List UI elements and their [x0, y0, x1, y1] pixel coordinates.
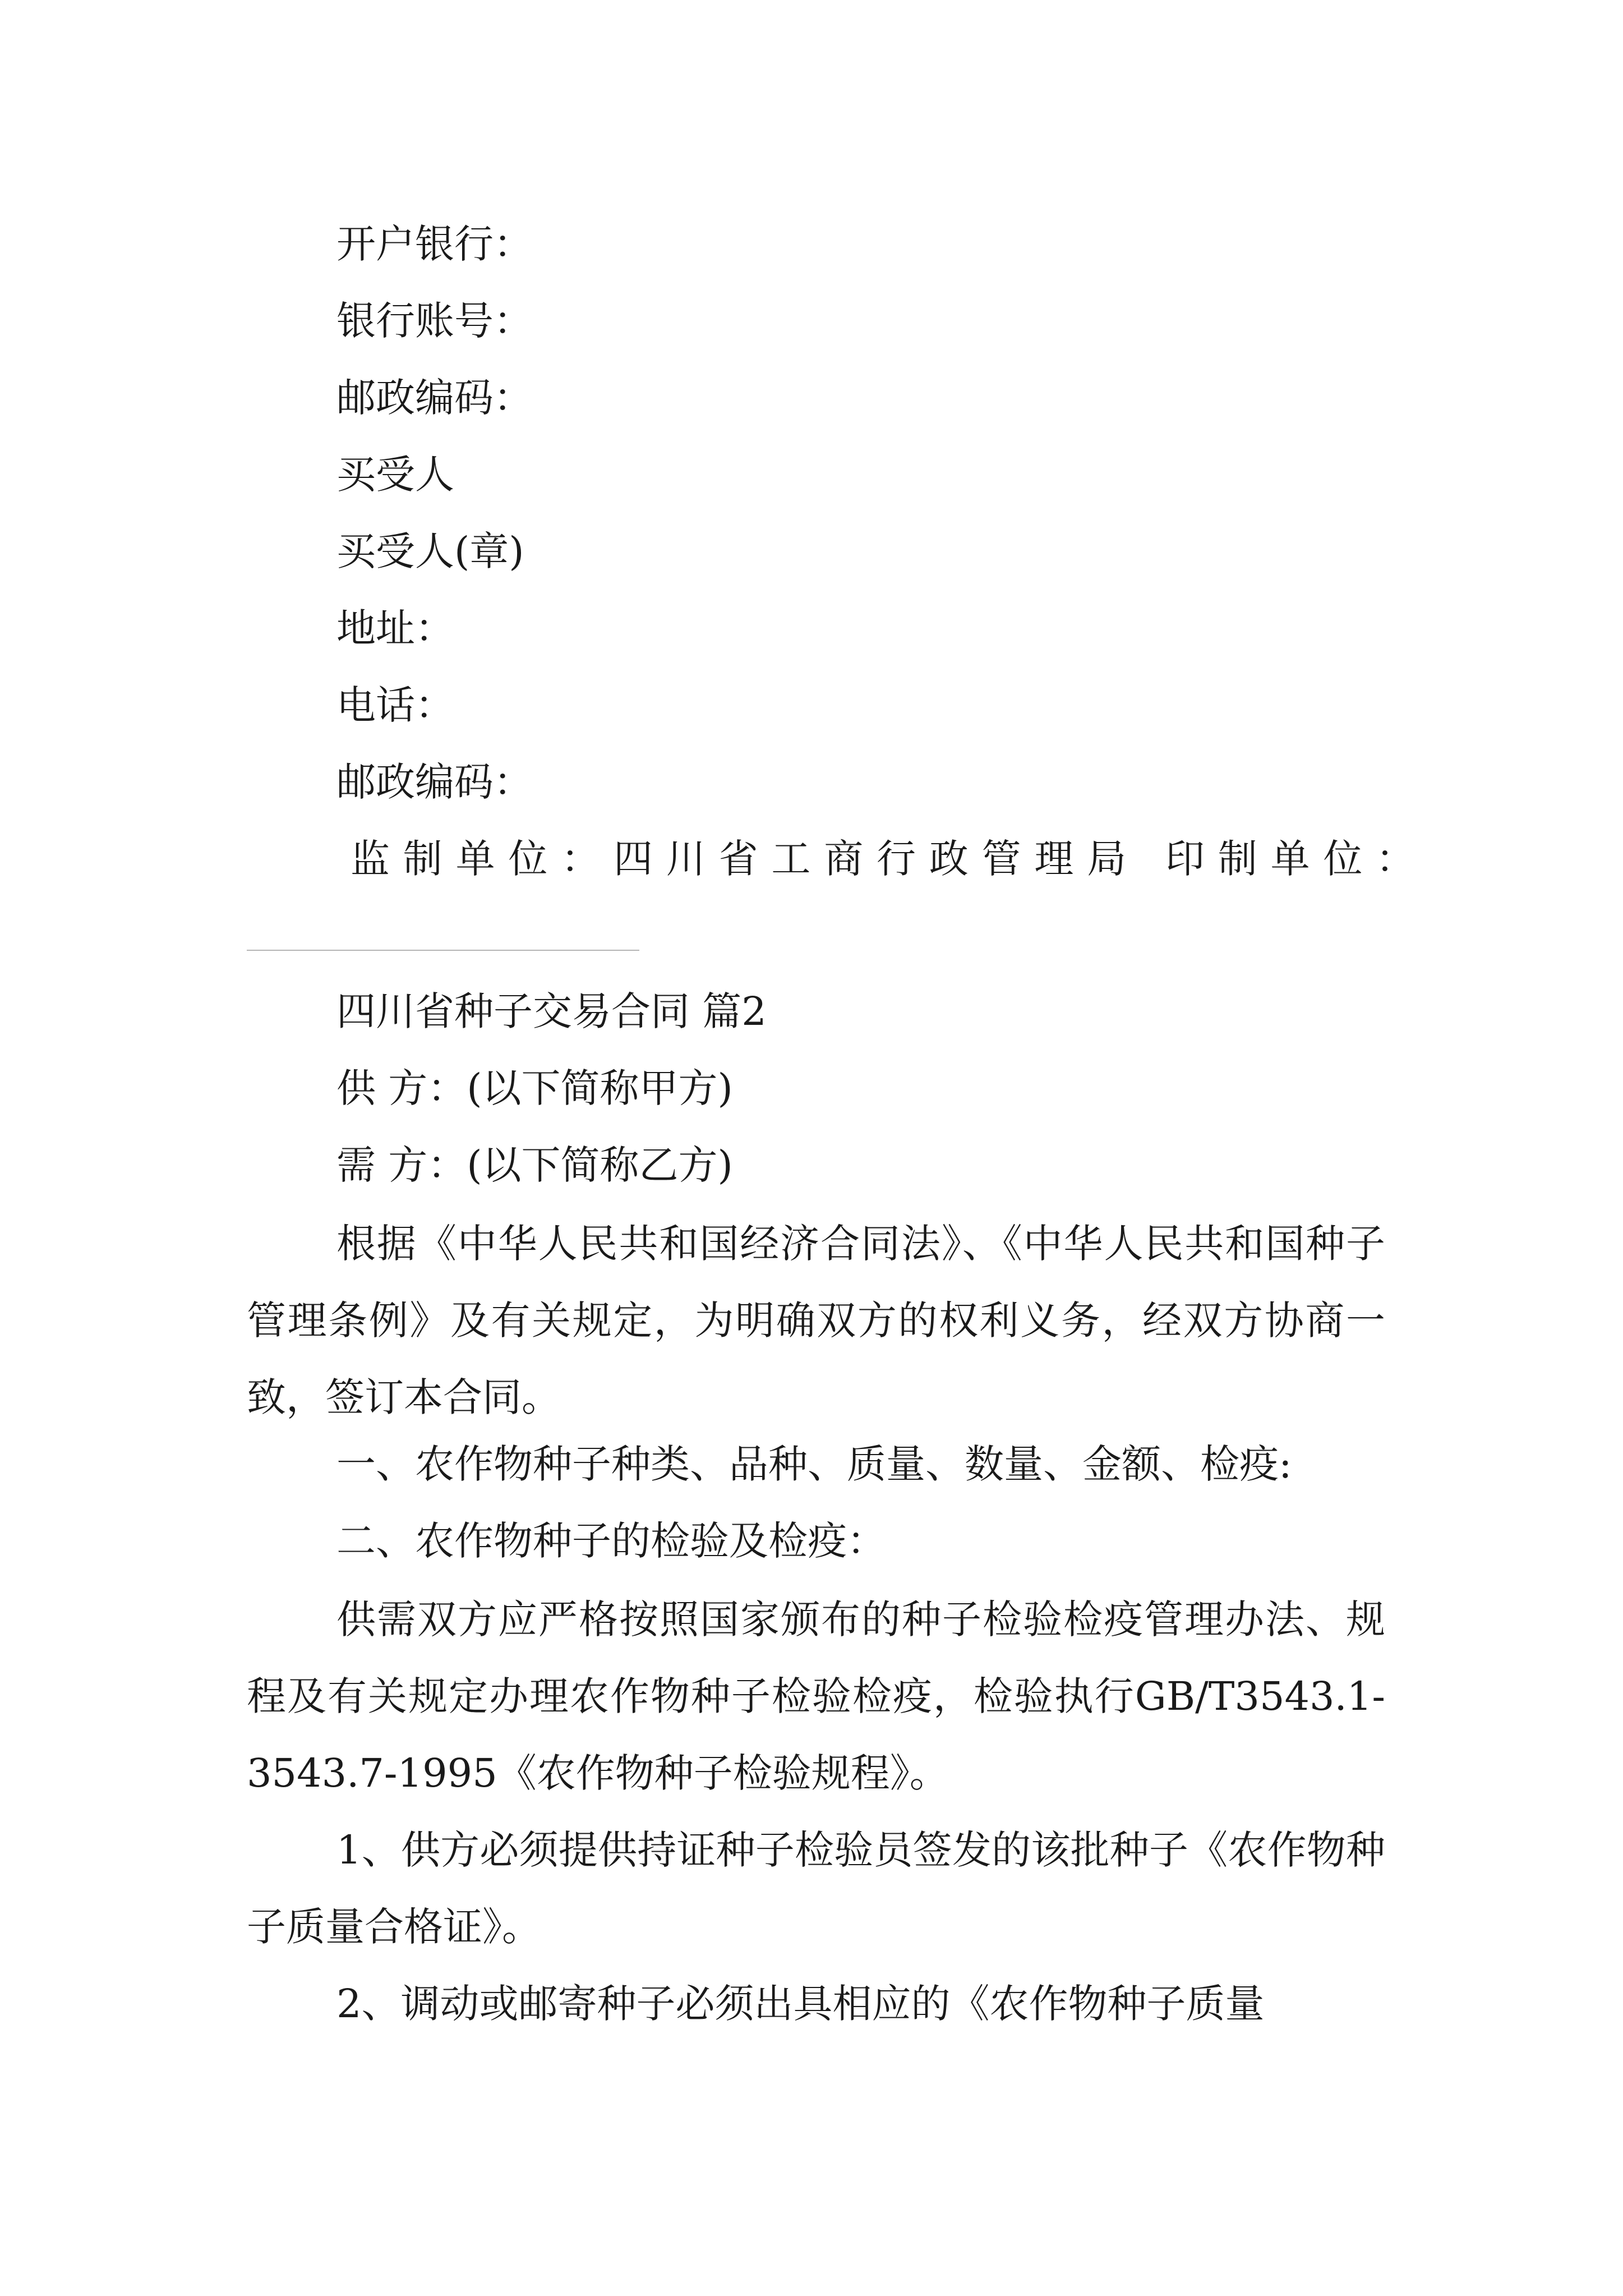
buyer-seal-label: 买受人(章) — [336, 528, 524, 574]
contract-title: 四川省种子交易合同 篇2 — [336, 988, 767, 1034]
buyer-label: 买受人 — [336, 452, 454, 498]
clause-2: 二、农作物种子的检验及检疫： — [336, 1518, 886, 1564]
phone-label: 电话： — [336, 682, 454, 728]
postcode-label: 邮政编码： — [336, 375, 533, 421]
postcode-label-2: 邮政编码： — [336, 759, 533, 805]
bank-label: 开户银行： — [336, 221, 533, 267]
preamble-paragraph: 根据《中华人民共和国经济合同法》、《中华人民共和国种子管理条例》及有关规定，为明确双方的权利义务，经双方协商一致，签订本合同。 — [247, 1221, 1385, 1420]
supplier-line: 供 方：(以下简称甲方) — [336, 1065, 733, 1111]
inspection-paragraph: 供需双方应严格按照国家颁布的种子检验检疫管理办法、规程及有关规定办理农作物种子检验检疫，检验执行GB/T3543.1-3543.7-1995《农作物种子检验规程》。 — [247, 1596, 1385, 1796]
item-2-paragraph: 2、调动或邮寄种子必须出具相应的《农作物种子质量 — [336, 1981, 1265, 2027]
address-label: 地址： — [336, 605, 454, 651]
demander-line: 需 方：(以下简称乙方) — [336, 1142, 733, 1188]
section-divider — [247, 950, 639, 951]
supervisor-line: 监制单位：四川省工商行政管理局 印制单位： — [351, 836, 1429, 882]
clause-1: 一、农作物种子种类、品种、质量、数量、金额、检疫: — [336, 1441, 1292, 1487]
account-label: 银行账号： — [336, 298, 533, 344]
item-1-paragraph: 1、供方必须提供持证种子检验员签发的该批种子《农作物种子质量合格证》。 — [247, 1827, 1385, 1950]
